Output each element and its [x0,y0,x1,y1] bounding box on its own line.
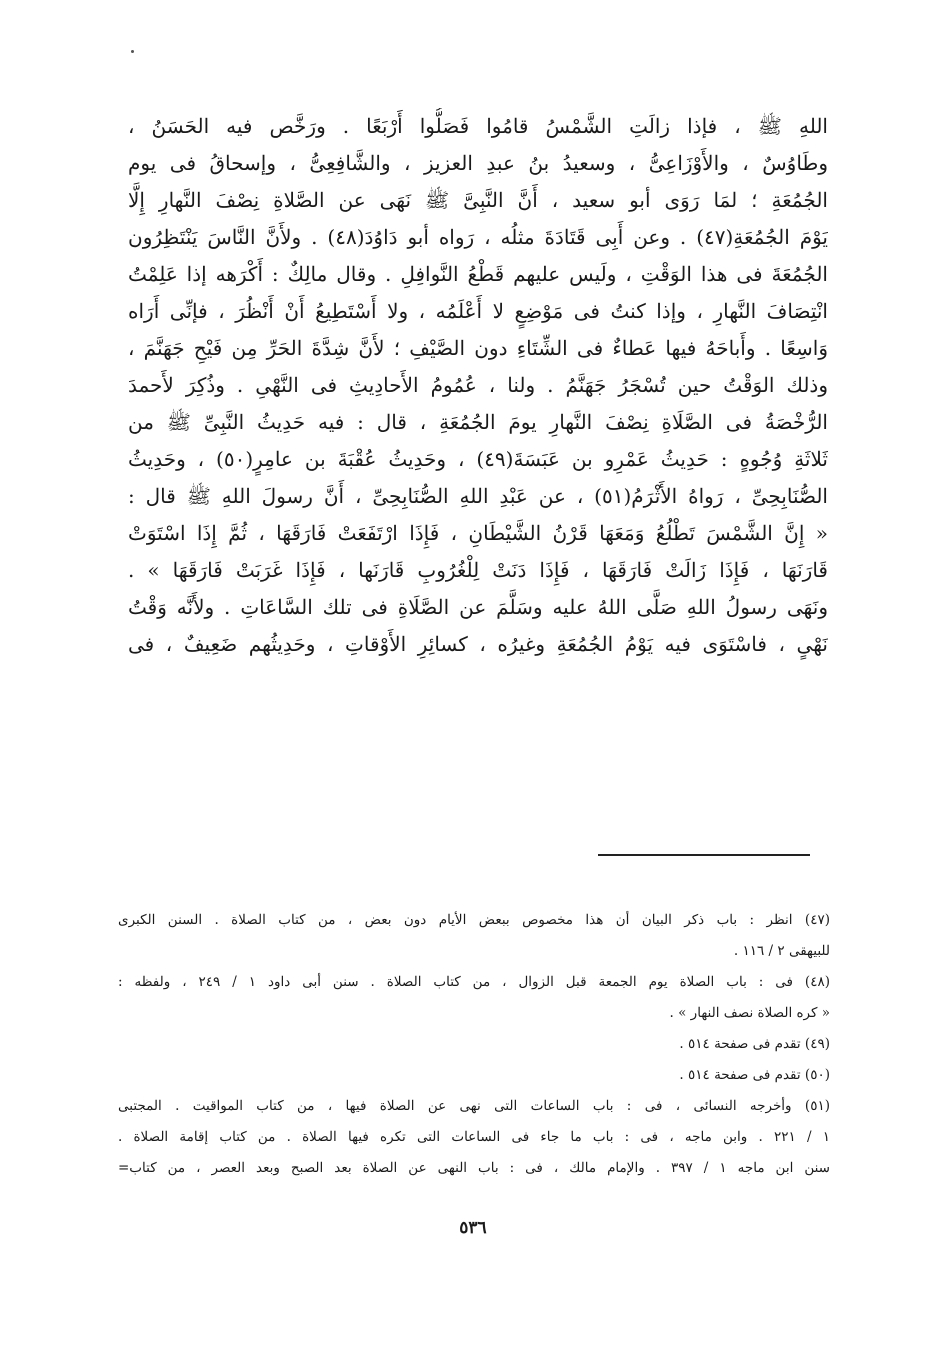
page-number: ٥٣٦ [459,1218,487,1238]
footnote-51-line-1: (٥١) وأخرجه النسائى ، فى : باب الساعات التى نهى عن الصلاة فيها ، من كتاب المواقيت . المجتبى [118,1098,830,1114]
footnote-51-line-3: سنن ابن ماجه ١ / ٣٩٧ . والإمام مالك ، فى : باب النهى عن الصلاة بعد الصبح وبعد العصر ، من كتاب= [118,1160,830,1176]
main-body-text [128,108,828,663]
footnote-47-line-1: (٤٧) انظر : باب ذكر البيان أن هذا مخصوص ببعض الأيام دون بعض ، من كتاب الصلاة . السنن الكبرى [118,912,830,928]
main-line-10: ثَلاثَةِ وُجُوهٍ : حَدِيثُ عَمْرِو بن عَبَسَةَ(٤٩) ، وحَدِيثُ عُقْبَةَ بن عامِرٍ(٥٠) ، وحَدِيثُ [128,447,828,471]
main-line-11: الصُّنَابِحِىِّ ، رَواهُ الأَثْرَمُ(٥١) ، عن عَبْدِ اللهِ الصُّنَابِحِىِّ ، أَنَّ رسولَ اللهِ ﷺ قال : [128,484,828,508]
main-line-14: ونَهَى رسولُ اللهِ صَلَّى اللهُ عليه وسَلَّمَ عن الصَّلَاةِ فى تلك السَّاعَاتِ . ولأَنَّه وَقْتُ [128,595,828,619]
footnote-48-line-1: (٤٨) فى : باب الصلاة يوم الجمعة قبل الزوال ، من كتاب الصلاة . سنن أبى داود ١ / ٢٤٩ ، ولفظه : [118,974,830,990]
scan-speck [131,50,134,53]
main-line-15: نَهْىٍ ، فاسْتَوَى فيه يَوْمُ الجُمُعَةِ وغيرُه ، كسائِرِ الأَوْقاتِ ، وحَدِيثُهم ضَعِيفٌ ، فى [128,632,828,656]
footnote-48-line-2: « كره الصلاة نصف النهار » . [669,1005,830,1021]
main-line-2: وطَاوُسٌ ، والأَوْزَاعِىُّ ، وسعيدُ بنُ عبدِ العزيز ، والشَّافِعِىُّ ، وإسحاقُ فى يوم [128,151,828,175]
main-line-4: يَوْمَ الجُمُعَةِ(٤٧) . وعن أَبِى قَتَادَةَ مثلُه ، رَواه أبو دَاوُدَ(٤٨) . ولأَنَّ النَّاسَ يَنْتَظِرُون [128,225,828,249]
main-line-1: اللهِ ﷺ ، فإذا زالَتِ الشَّمْسُ قامُوا فَصَلُّوا أَرْبَعًا . ورَخَّص فيه الحَسَنُ ، [128,114,828,138]
main-line-9: الرُّخْصَةُ فى الصَّلَاةِ نِصْفَ النَّهارِ يومَ الجُمُعَةِ ، قال : فيه حَدِيثُ النَّبِىِّ ﷺ من [128,410,828,434]
footnote-50: (٥٠) تقدم فى صفحة ٥١٤ . [679,1067,830,1083]
main-line-6: انْتِصَافَ النَّهارِ ، وإذا كنتُ فى مَوْضِعٍ لا أَعْلَمُه ، ولا أَسْتَطِيعُ أَنْ أَنْظُرَ ، فإنِّى أَرَاه [128,299,828,323]
footnote-separator [598,854,810,856]
main-line-7: وَاسِعًا . وأَباحَهُ فيها عَطاءٌ فى الشِّتَاءِ دون الصَّيْفِ ؛ لأَنَّ شِدَّةَ الحَرِّ مِن فَيْحِ جَهَنَّمَ ، [128,336,828,360]
main-line-13: قَارَنَهَا ، فَإِذَا زَالَتْ فَارَقَهَا ، فَإِذَا دَنَتْ لِلْغُرُوبِ قَارَنَها ، فَإِذَا غَرَبَتْ فَارَقَهَا » . [128,558,828,582]
main-line-8: وذلك الوَقْتُ حين تُسْجَرُ جَهَنَّمُ . ولنا ، عُمُومُ الأَحادِيثِ فى النَّهْىِ . وذُكِرَ لأَحمدَ [128,373,828,397]
footnote-47-line-2: للبيهقى ٢ / ١١٦ . [733,943,830,959]
footnote-49: (٤٩) تقدم فى صفحة ٥١٤ . [679,1036,830,1052]
main-line-3: الجُمُعَةِ ؛ لمَا رَوَى أبو سعيد ، أَنَّ النَّبِىَّ ﷺ نَهَى عن الصَّلاةِ نِصْفَ النَّهارِ إِلَّا [128,188,828,212]
footnote-51-line-2: ١ / ٢٢١ . وابن ماجه ، فى : باب ما جاء فى الساعات التى تكره فيها الصلاة . من كتاب إقامة الصلاة . [118,1129,830,1145]
main-line-12: « إِنَّ الشَّمْسَ تَطْلُعُ وَمَعَهَا قَرْنُ الشَّيْطَانِ ، فَإِذَا ارْتَفَعَتْ فَارَقَهَا ، ثُمَّ إِذَا اسْتَوَتْ [128,521,828,545]
main-line-5: الجُمُعَةَ فى هذا الوَقْتِ ، ولَيس عليهم قَطْعُ النَّوافِلِ . وقال مالِكٌ : أَكْرَهه إذا عَلِمْتُ [128,262,828,286]
footnotes-block [118,905,830,1184]
